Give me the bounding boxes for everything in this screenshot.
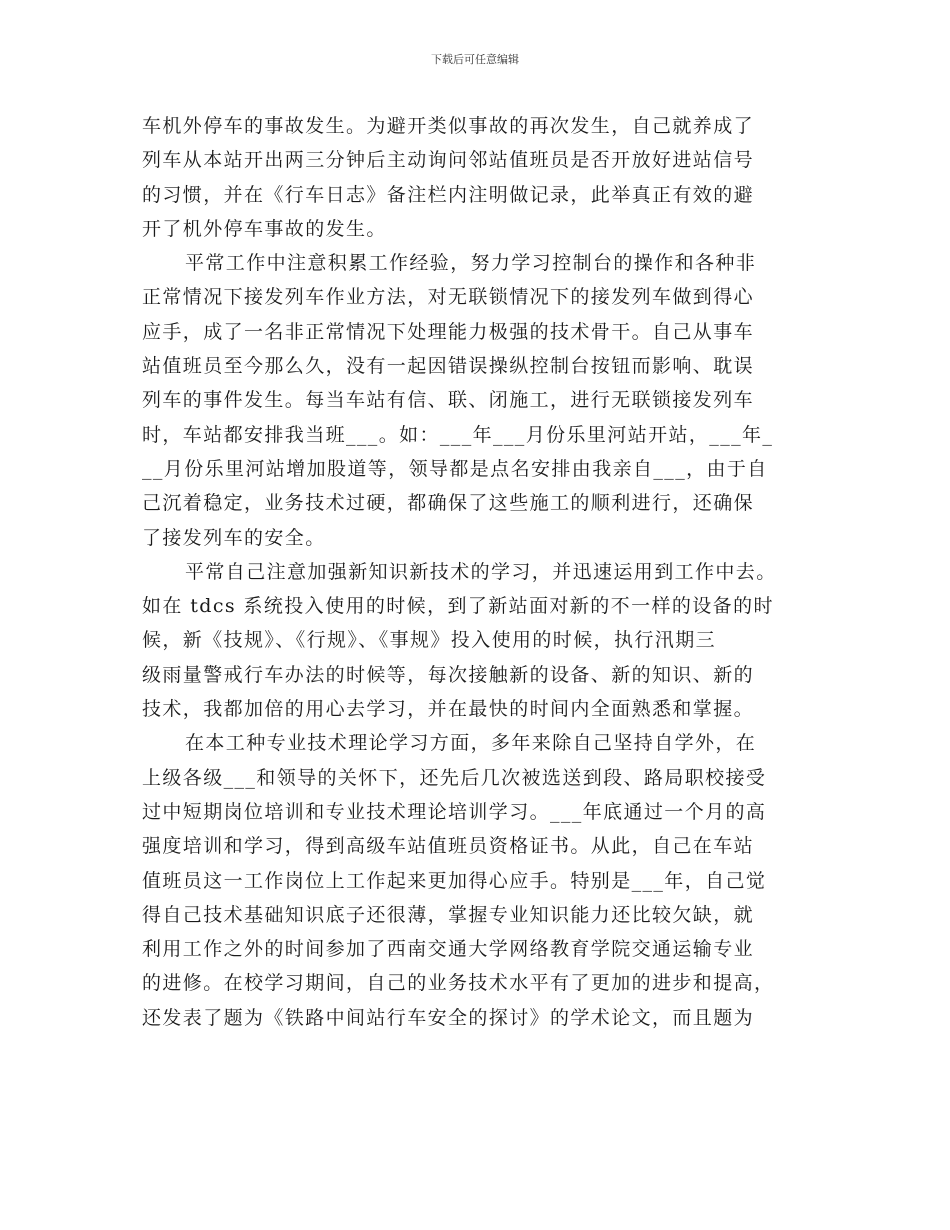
text-line: 强度培训和学习，得到高级车站值班员资格证书。从此，自己在车站 — [142, 835, 755, 858]
text-line: __月份乐里河站增加股道等，领导都是点名安排由我亲自___，由于自 — [142, 457, 768, 480]
paragraph-2 — [142, 246, 814, 555]
text-line: 己沉着稳定，业务技术过硬，都确保了这些施工的顺利进行，还确保 — [142, 492, 755, 515]
text-line: 正常情况下接发列车作业方法，对无联锁情况下的接发列车做到得心 — [142, 286, 755, 309]
text-line: 应手，成了一名非正常情况下处理能力极强的技术骨干。自己从事车 — [142, 320, 755, 343]
text-line: 利用工作之外的时间参加了西南交通大学网络教育学院交通运输专业 — [142, 938, 755, 961]
text-line: 车机外停车的事故发生。为避开类似事故的再次发生，自己就养成了 — [142, 115, 755, 137]
text-line: 平常自己注意加强新知识新技术的学习，并迅速运用到工作中去。 — [185, 560, 777, 583]
paragraph-3 — [142, 555, 814, 726]
text-line: 在本工种专业技术理论学习方面，多年来除自己坚持自学外，在 — [185, 732, 757, 755]
paragraph-1 — [142, 109, 814, 246]
text-line: 了接发列车的安全。 — [142, 526, 326, 549]
text-line: 的习惯，并在《行车日志》备注栏内注明做记录，此举真正有效的避 — [142, 183, 755, 206]
document-body — [142, 109, 814, 1035]
text-line: 值班员这一工作岗位上工作起来更加得心应手。特别是___年，自己觉 — [142, 869, 767, 892]
text-line: 的进修。在校学习期间，自己的业务技术水平有了更加的进步和提高， — [142, 972, 775, 995]
text-line: 过中短期岗位培训和专业技术理论培训学习。___年底通过一个月的高 — [142, 800, 767, 823]
text-line: 列车的事件发生。每当车站有信、联、闭施工，进行无联锁接发列车 — [142, 389, 755, 412]
text-line: 站值班员至今那么久，没有一起因错误操纵控制台按钮而影响、耽误 — [142, 355, 755, 378]
text-line: 开了机外停车事故的发生。 — [142, 217, 387, 240]
page-header: 下载后可任意编辑 — [431, 53, 519, 66]
text-line: 得自己技术基础知识底子还很薄，掌握专业知识能力还比较欠缺，就 — [142, 903, 755, 926]
text-line: 级雨量警戒行车办法的时候等，每次接触新的设备、新的知识、新的 — [142, 663, 755, 686]
text-line: 候，新《技规》、《行规》、《事规》投入使用的时候，执行汛期三 — [142, 629, 717, 652]
text-line: 列车从本站开出两三分钟后主动询问邻站值班员是否开放好进站信号 — [142, 149, 755, 172]
text-line: 上级各级___和领导的关怀下，还先后几次被选送到段、路局职校接受 — [142, 766, 767, 789]
text-line: 时，车站都安排我当班___。如：___年___月份乐里河站开站，___年_ — [142, 423, 774, 446]
text-line: 技术，我都加倍的用心去学习，并在最快的时间内全面熟悉和掌握。 — [142, 698, 755, 721]
paragraph-4 — [142, 726, 814, 1035]
text-line: 还发表了题为《铁路中间站行车安全的探讨》的学术论文，而且题为 — [142, 1006, 755, 1029]
text-line: 平常工作中注意积累工作经验，努力学习控制台的操作和各种非 — [185, 252, 757, 275]
text-line: 如在 tdcs 系统投入使用的时候，到了新站面对新的不一样的设备的时 — [142, 595, 774, 618]
